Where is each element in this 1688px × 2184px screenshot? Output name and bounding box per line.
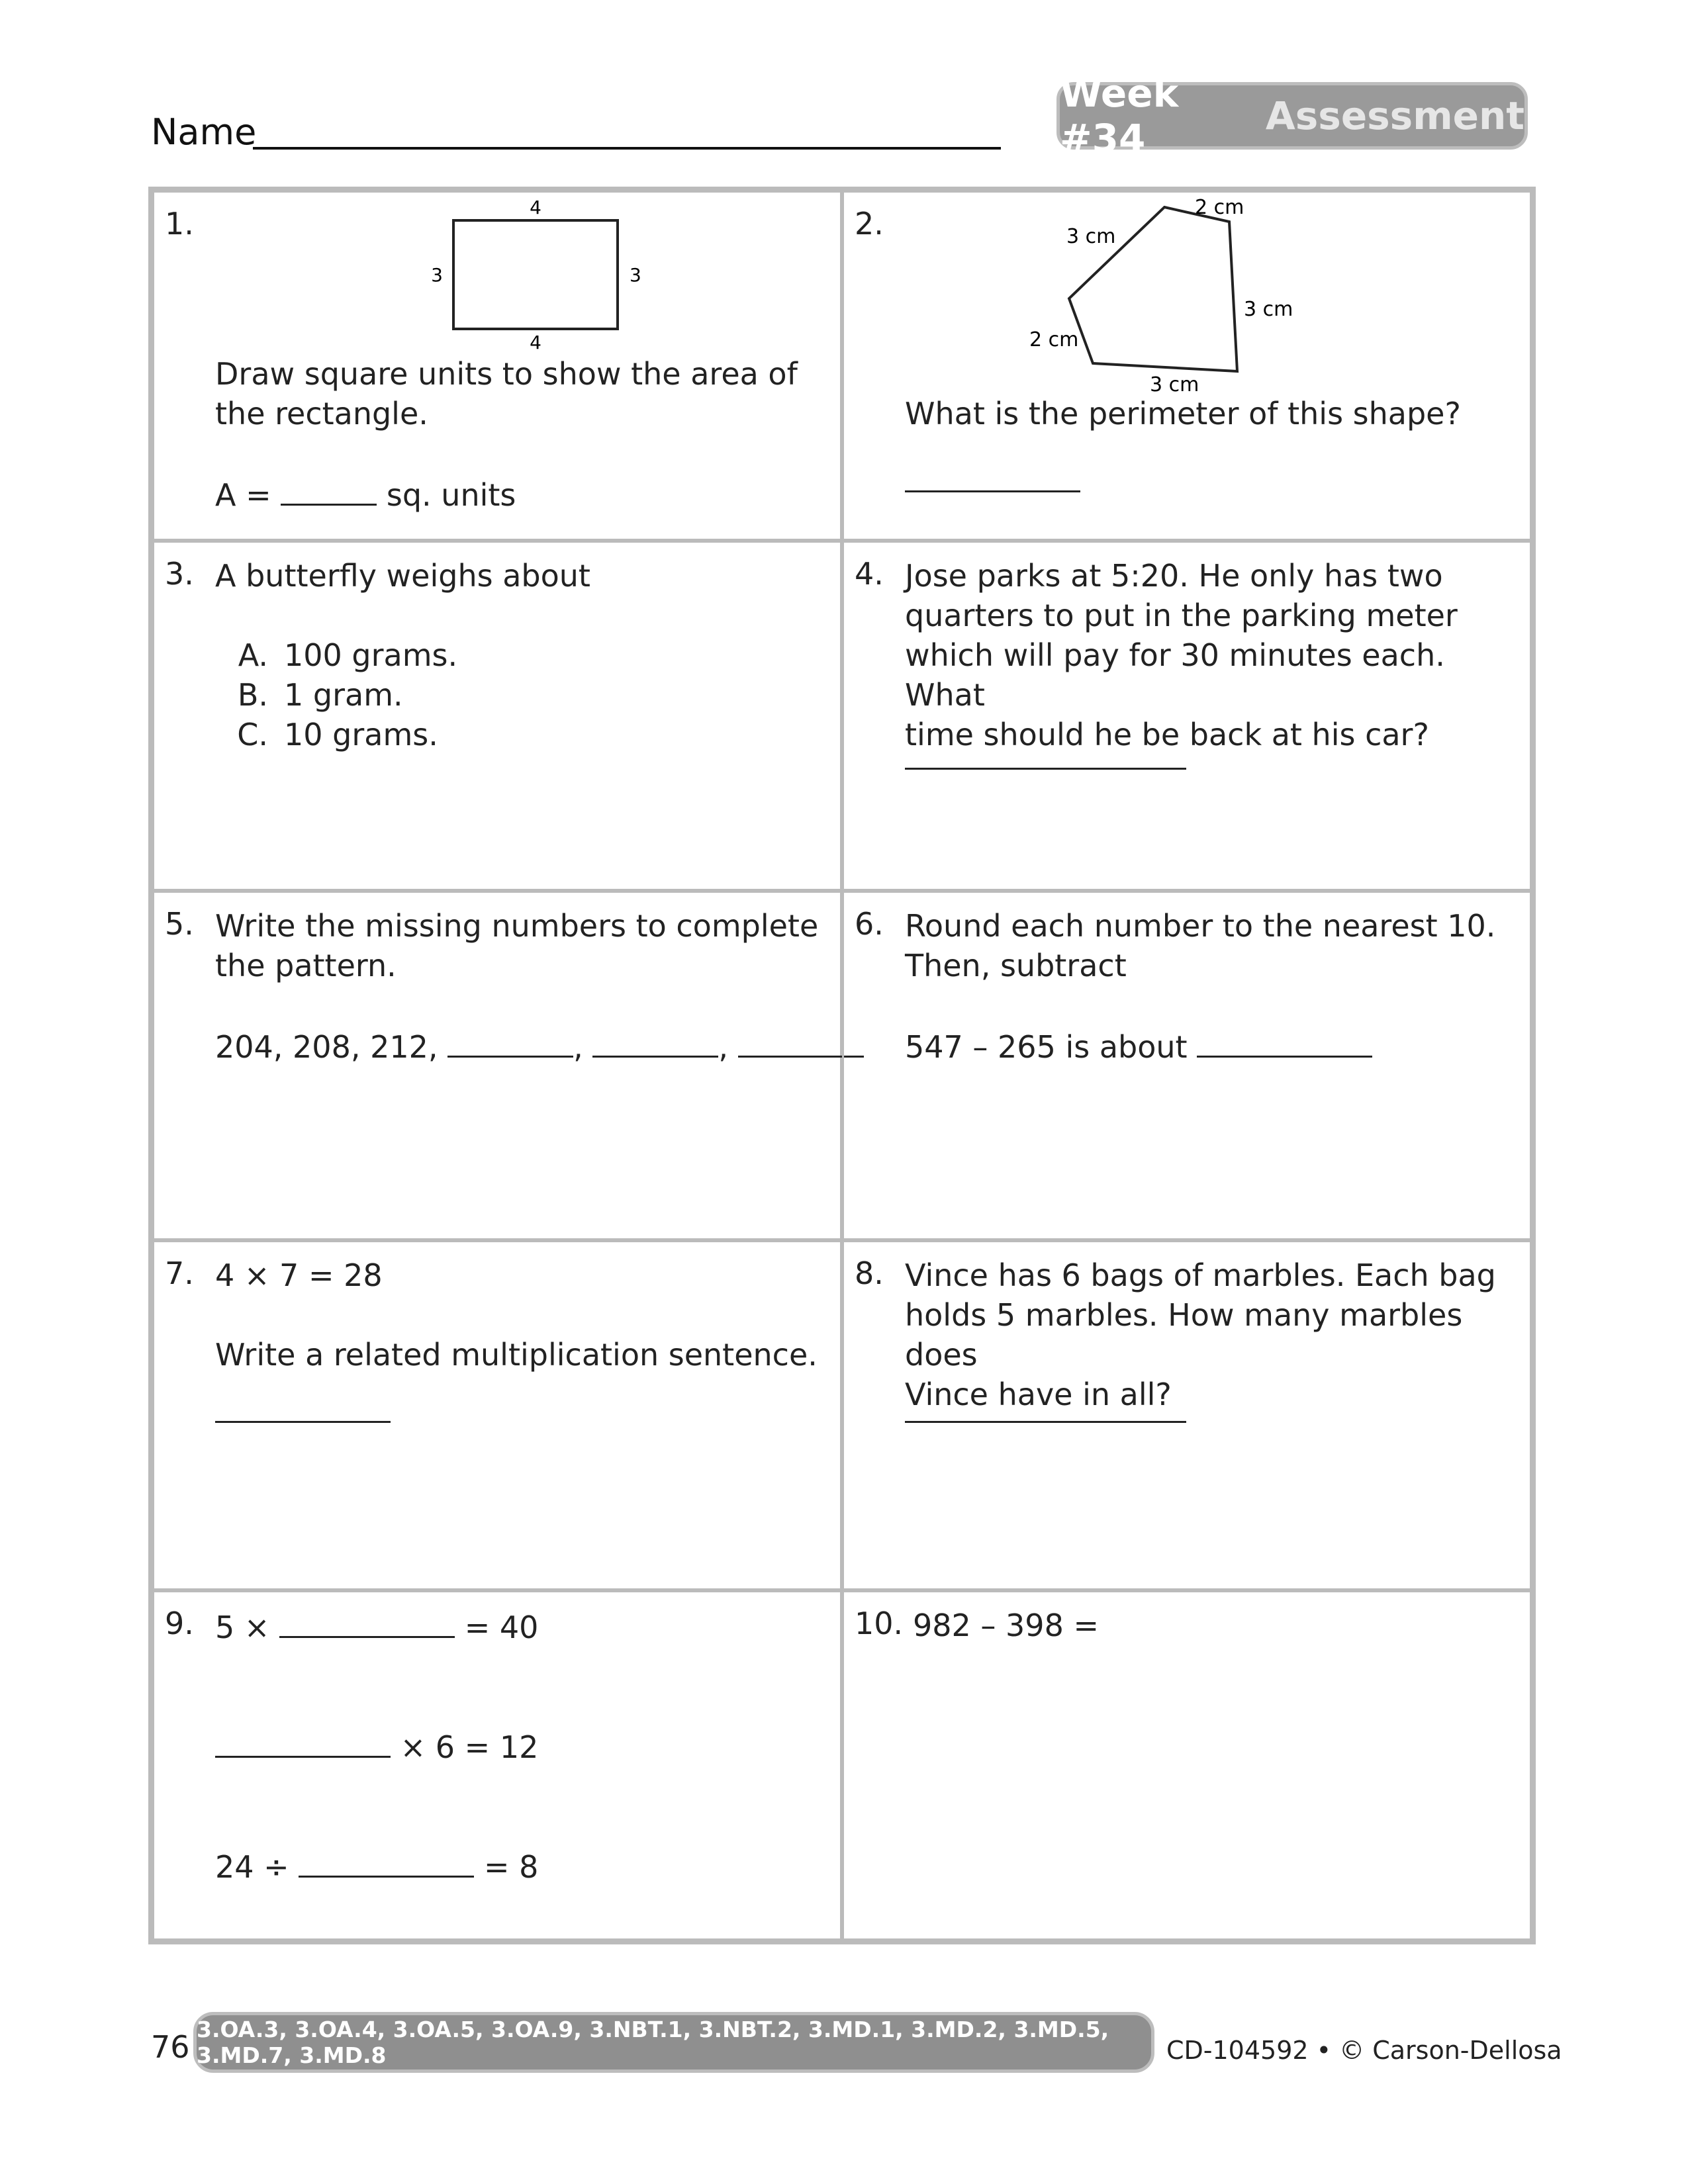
question-7-equation: 4 × 7 = 28: [215, 1257, 383, 1294]
question-7-instruction: Write a related multiplication sentence.: [215, 1337, 818, 1373]
question-number: 7.: [165, 1255, 194, 1292]
time-answer-line[interactable]: [905, 768, 1186, 770]
equation-2: × 6 = 12: [215, 1725, 820, 1767]
name-label: Name: [151, 111, 257, 153]
rectangle-label-left: 3: [431, 264, 443, 286]
equation-1-blank[interactable]: [279, 1606, 455, 1638]
rectangle-label-top: 4: [530, 197, 541, 218]
pattern-blank-1[interactable]: [447, 1025, 573, 1058]
area-suffix: sq. units: [386, 477, 516, 513]
question-1-line-1: Draw square units to show the area of: [215, 356, 798, 392]
pattern-blank-2[interactable]: [592, 1025, 718, 1058]
rectangle-shape: [453, 220, 618, 329]
equation-1: 5 × = 40: [215, 1606, 820, 1647]
question-number: 2.: [855, 206, 884, 242]
question-number: 4.: [855, 555, 884, 592]
question-3-cell: [152, 541, 842, 891]
question-2-text: What is the perimeter of this shape?: [905, 396, 1461, 432]
questions-grid: [148, 187, 1536, 1944]
rectangle-label-right: 3: [630, 264, 641, 286]
question-6-line-1: Round each number to the nearest 10.: [905, 907, 1496, 944]
pattern-row: [215, 1025, 820, 1067]
option-b[interactable]: B. 1 gram.: [237, 676, 403, 713]
question-6-cell: [842, 891, 1532, 1241]
question-10-expression: 982 – 398 =: [913, 1608, 1100, 1644]
question-number: 6.: [855, 905, 884, 942]
question-5-cell: [152, 891, 842, 1241]
week-assessment-badge: [1056, 71, 1528, 161]
question-4-line-3: which will pay for 30 minutes each. What: [905, 637, 1445, 713]
area-prefix: A =: [215, 477, 271, 513]
option-c[interactable]: C. 10 grams.: [237, 716, 438, 752]
question-4-cell: [842, 541, 1532, 891]
side-label-3cm-left: 3 cm: [1066, 225, 1116, 248]
question-8-line-2: holds 5 marbles. How many marbles does: [905, 1297, 1463, 1373]
rectangle-figure: [406, 193, 737, 365]
question-8-cell: [842, 1240, 1532, 1590]
question-3-text: A butterfly weighs about: [215, 557, 590, 594]
side-label-3cm-right: 3 cm: [1244, 298, 1293, 321]
question-4-line-4: time should he be back at his car?: [905, 716, 1429, 752]
question-9-cell: [152, 1590, 842, 1940]
pattern-comma-1: ,: [573, 1028, 583, 1065]
question-1-line-2: the rectangle.: [215, 396, 428, 432]
subtraction-row: [905, 1025, 1510, 1067]
question-number: 5.: [165, 905, 194, 942]
question-number: 10.: [855, 1606, 904, 1642]
pentagon-figure: [1029, 193, 1354, 396]
pattern-numbers: 204, 208, 212,: [215, 1028, 438, 1065]
area-answer-blank[interactable]: [281, 473, 377, 506]
question-number: 1.: [165, 206, 194, 242]
question-5-line-1: Write the missing numbers to complete: [215, 907, 819, 944]
question-number: 8.: [855, 1255, 884, 1292]
area-answer-row: [215, 473, 820, 515]
question-number: 3.: [165, 555, 194, 592]
question-4-line-1: Jose parks at 5:20. He only has two: [905, 557, 1443, 594]
question-4-line-2: quarters to put in the parking meter: [905, 597, 1458, 633]
multiplication-answer-line[interactable]: [215, 1421, 391, 1423]
option-a[interactable]: A. 100 grams.: [238, 637, 458, 673]
subtraction-expression: 547 – 265 is about: [905, 1028, 1188, 1065]
equation-3: 24 ÷ = 8: [215, 1845, 820, 1887]
question-8-line-3: Vince have in all?: [905, 1377, 1172, 1413]
badge-assessment: Assessment: [1265, 93, 1524, 138]
question-6-line-2: Then, subtract: [905, 947, 1127, 983]
side-label-2cm-top: 2 cm: [1195, 196, 1244, 219]
name-field-line[interactable]: [253, 147, 1001, 150]
standards-badge: 3.OA.3, 3.OA.4, 3.OA.5, 3.OA.9, 3.NBT.1, 3.NBT.2, 3.MD.1, 3.MD.2, 3.MD.5, 3.MD.7, 3.MD.8: [193, 2012, 1154, 2073]
question-7-cell: [152, 1240, 842, 1590]
side-label-2cm-left: 2 cm: [1029, 328, 1079, 351]
page-number: 76: [151, 2029, 190, 2065]
question-number: 9.: [165, 1606, 194, 1642]
question-2-cell: [842, 191, 1532, 541]
rectangle-label-bottom: 4: [530, 332, 541, 353]
copyright: CD-104592 • © Carson-Dellosa: [1166, 2036, 1562, 2065]
question-8-line-1: Vince has 6 bags of marbles. Each bag: [905, 1257, 1496, 1294]
side-label-3cm-bottom: 3 cm: [1150, 373, 1199, 396]
equation-2-blank[interactable]: [215, 1725, 391, 1758]
equation-3-blank[interactable]: [299, 1845, 474, 1878]
badge-week: Week #34: [1060, 71, 1179, 161]
pattern-comma-2: ,: [718, 1028, 729, 1065]
question-1-cell: [152, 191, 842, 541]
question-5-line-2: the pattern.: [215, 947, 397, 983]
marbles-answer-line[interactable]: [905, 1421, 1186, 1423]
question-10-cell: [842, 1590, 1532, 1940]
estimate-answer-blank[interactable]: [1197, 1025, 1372, 1058]
perimeter-answer-line[interactable]: [905, 490, 1080, 492]
